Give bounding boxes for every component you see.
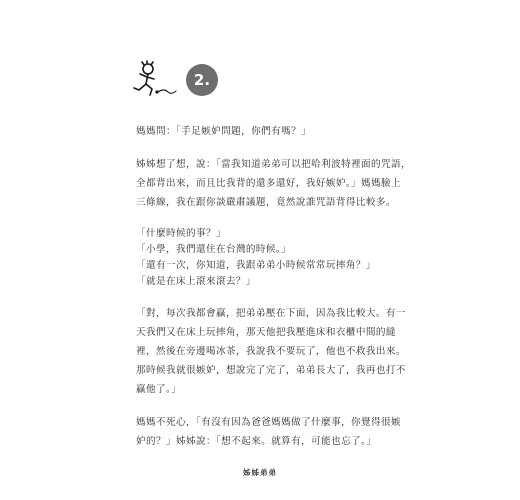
running-stick-figure-icon	[128, 60, 180, 100]
paragraph-sister-answer	[136, 155, 412, 212]
dialogue-block	[136, 226, 404, 290]
text-line: 姊姊想了想，說：「當我知道弟弟可以把哈利波特裡面的咒語，	[136, 159, 412, 170]
dialogue-line: 「還有一次，你知道，我跟弟弟小時候常常玩摔角？」	[136, 260, 376, 271]
dialogue-line: 「就是在床上滾來滾去？」	[136, 276, 256, 287]
text-line: 裡，然後在旁邊喝冰茶，我說我不要玩了，他也不救我出來。	[136, 346, 406, 357]
paragraph-question	[136, 122, 404, 141]
body-text	[136, 122, 412, 465]
text-line: 贏他了。」	[136, 384, 182, 395]
chapter-header	[128, 60, 248, 100]
text-line: 「對，每次我都會贏，把弟弟壓在下面，因為我比較大。有一	[136, 308, 406, 319]
dialogue-line: 「小學，我們還住在台灣的時候。」	[136, 244, 292, 255]
text-line: 那時候我就很嫉妒，想說完了完了，弟弟長大了，我再也打不	[136, 365, 406, 376]
text-line: 三條線，我在跟你談嚴肅議題，竟然說誰咒語背得比較多。	[136, 197, 396, 208]
dialogue-line: 「什麼時候的事？」	[136, 228, 226, 239]
paragraph-mother-followup	[136, 413, 404, 451]
running-title-footer: 姊姊弟弟	[243, 468, 277, 477]
text-line: 天我們又在床上玩摔角，那天他把我壓進床和衣櫃中間的縫	[136, 327, 396, 338]
text-line: 媽媽不死心，「有沒有因為爸爸媽媽做了什麼事，你覺得很嫉	[136, 417, 402, 428]
paragraph-wrestling-story	[136, 304, 404, 399]
text-line: 妒的？」姊姊說：「想不起來。就算有，可能也忘了。」	[136, 436, 377, 447]
chapter-number-badge: 2.	[186, 64, 218, 96]
text-line: 媽媽問：「手足嫉妒問題，你們有嗎？」	[136, 126, 312, 137]
text-line: 全都背出來，而且比我背的還多還好，我好嫉妒。」媽媽臉上	[136, 178, 402, 189]
